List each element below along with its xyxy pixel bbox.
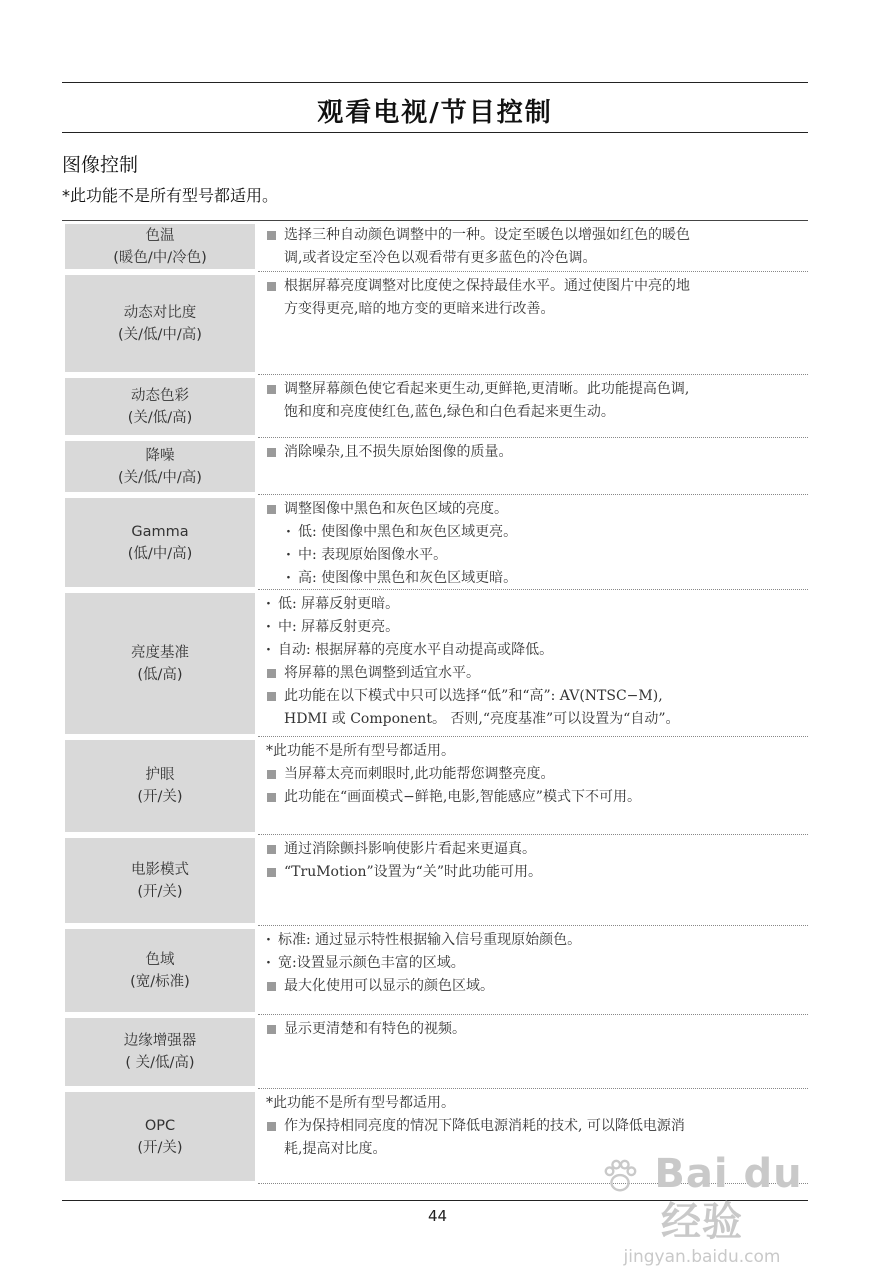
setting-name-cell — [65, 929, 255, 1012]
bullet-dot-line: · 高: 使图像中黑色和灰色区域更暗。 — [264, 567, 804, 590]
picture-settings-table — [62, 221, 808, 1184]
description-line: 耗,提高对比度。 — [284, 1141, 387, 1157]
watermark-logo-text: Bai du 经验 — [654, 1151, 803, 1245]
table-row — [62, 926, 808, 1015]
bullet-square-line: 调整图像中黑色和灰色区域的亮度。 — [264, 498, 804, 521]
setting-description — [264, 275, 804, 321]
bullet-square-line: 当屏幕太亮而刺眼时,此功能帮您调整亮度。 — [264, 763, 804, 786]
description-line: HDMI 或 Component。 否则,“亮度基准”可以设置为“自动”。 — [284, 711, 680, 727]
description-line: 调,或者设定至冷色以观看带有更多蓝色的冷色调。 — [284, 250, 597, 266]
bullet-square-line: 选择三种自动颜色调整中的一种。设定至暖色以增强如红色的暖色 — [264, 224, 804, 247]
setting-name: 色温 — [145, 227, 175, 244]
bullet-square-line: 最大化使用可以显示的颜色区域。 — [264, 975, 804, 998]
bullet-dot-line: · 低: 使图像中黑色和灰色区域更亮。 — [264, 521, 804, 544]
setting-name-cell — [65, 740, 255, 832]
table-row — [62, 375, 808, 438]
bullet-dot-line: · 低: 屏幕反射更暗。 — [264, 593, 804, 616]
setting-options: (低/高) — [137, 666, 183, 683]
table-row — [62, 438, 808, 495]
table-row — [62, 221, 808, 272]
setting-name-cell — [65, 441, 255, 492]
watermark-logo — [587, 1150, 817, 1246]
setting-description — [264, 740, 804, 809]
setting-description — [264, 1018, 804, 1041]
bullet-square-line: 调整屏幕颜色使它看起来更生动,更鲜艳,更清晰。此功能提高色调, — [264, 378, 804, 401]
setting-name: 边缘增强器 — [123, 1033, 197, 1049]
bullet-dot-line: · 中: 屏幕反射更亮。 — [264, 616, 804, 639]
setting-description — [264, 224, 804, 270]
setting-options: (暖色/中/冷色) — [113, 249, 207, 266]
description-line: 方变得更亮,暗的地方变的更暗来进行改善。 — [284, 301, 555, 317]
table-row — [62, 835, 808, 926]
setting-name: OPC — [144, 1117, 176, 1134]
setting-name: 电影模式 — [131, 861, 189, 878]
setting-options: (开/关) — [137, 1139, 183, 1156]
setting-name-cell — [65, 1018, 255, 1086]
bullet-square-line: 作为保持相同亮度的情况下降低电源消耗的技术, 可以降低电源消 — [264, 1115, 804, 1138]
bullet-square-line: 将屏幕的黑色调整到适宜水平。 — [264, 662, 804, 685]
bullet-square-line: 此功能在“画面模式−鲜艳,电影,智能感应”模式下不可用。 — [264, 786, 804, 809]
setting-name-cell — [65, 378, 255, 435]
setting-name: 亮度基准 — [131, 644, 189, 661]
setting-options: (关/低/中/高) — [118, 326, 202, 343]
setting-options: (宽/标准) — [130, 973, 190, 990]
section-title: 图像控制 — [62, 154, 139, 176]
page-title: 观看电视/节目控制 — [317, 98, 553, 128]
bullet-dot-line: · 中: 表现原始图像水平。 — [264, 544, 804, 567]
bullet-square-line: 此功能在以下模式中只可以选择“低”和“高”: AV(NTSC−M), — [264, 685, 804, 708]
setting-name-cell — [65, 498, 255, 587]
setting-options: (关/低/高) — [127, 409, 193, 426]
table-row — [62, 272, 808, 375]
setting-description — [264, 378, 804, 424]
bullet-dot-line: · 宽:设置显示颜色丰富的区域。 — [264, 952, 804, 975]
description-line: *此功能不是所有型号都适用。 — [266, 1095, 455, 1111]
watermark-url: jingyan.baidu.com — [623, 1247, 781, 1267]
setting-options: ( 关/低/高) — [125, 1055, 195, 1071]
description-line: *此功能不是所有型号都适用。 — [266, 743, 455, 759]
setting-options: (开/关) — [137, 789, 183, 805]
title-rule — [62, 132, 808, 133]
setting-options: (关/低/中/高) — [118, 469, 202, 486]
setting-description — [264, 838, 804, 884]
bullet-dot-line: · 标准: 通过显示特性根据输入信号重现原始颜色。 — [264, 929, 804, 952]
availability-note: *此功能不是所有型号都适用。 — [62, 186, 279, 205]
setting-options: (低/中/高) — [127, 545, 193, 562]
setting-name: 色域 — [145, 951, 175, 968]
bullet-square-line: “TruMotion”设置为“关”时此功能可用。 — [264, 861, 804, 884]
page-number: 44 — [427, 1207, 448, 1225]
table-row — [62, 590, 808, 737]
bullet-dot-line: · 自动: 根据屏幕的亮度水平自动提高或降低。 — [264, 639, 804, 662]
setting-description — [264, 593, 804, 731]
setting-name: 降噪 — [145, 447, 175, 464]
bullet-square-line: 消除噪杂,且不损失原始图像的质量。 — [264, 441, 804, 464]
bullet-square-line: 通过消除颤抖影响使影片看起来更逼真。 — [264, 838, 804, 861]
setting-name: Gamma — [131, 523, 189, 540]
setting-description — [264, 441, 804, 464]
top-rule — [62, 82, 808, 83]
setting-description — [264, 498, 804, 590]
setting-description — [264, 929, 804, 998]
setting-name-cell — [65, 224, 255, 269]
table-row — [62, 495, 808, 590]
description-line: 饱和度和亮度使红色,蓝色,绿色和白色看起来更生动。 — [284, 404, 615, 420]
baidu-watermark — [587, 1150, 817, 1268]
setting-name-cell — [65, 275, 255, 372]
table-row — [62, 737, 808, 835]
setting-options: (开/关) — [137, 883, 183, 900]
bullet-square-line: 根据屏幕亮度调整对比度使之保持最佳水平。通过使图片中亮的地 — [264, 275, 804, 298]
setting-name: 动态对比度 — [123, 304, 197, 321]
table-row — [62, 1015, 808, 1089]
setting-name-cell — [65, 838, 255, 923]
setting-name-cell — [65, 593, 255, 734]
setting-name: 动态色彩 — [131, 387, 189, 404]
setting-name-cell — [65, 1092, 255, 1181]
bullet-square-line: 显示更清楚和有特色的视频。 — [264, 1018, 804, 1041]
paw-icon — [601, 1157, 639, 1195]
setting-name: 护眼 — [145, 767, 175, 783]
